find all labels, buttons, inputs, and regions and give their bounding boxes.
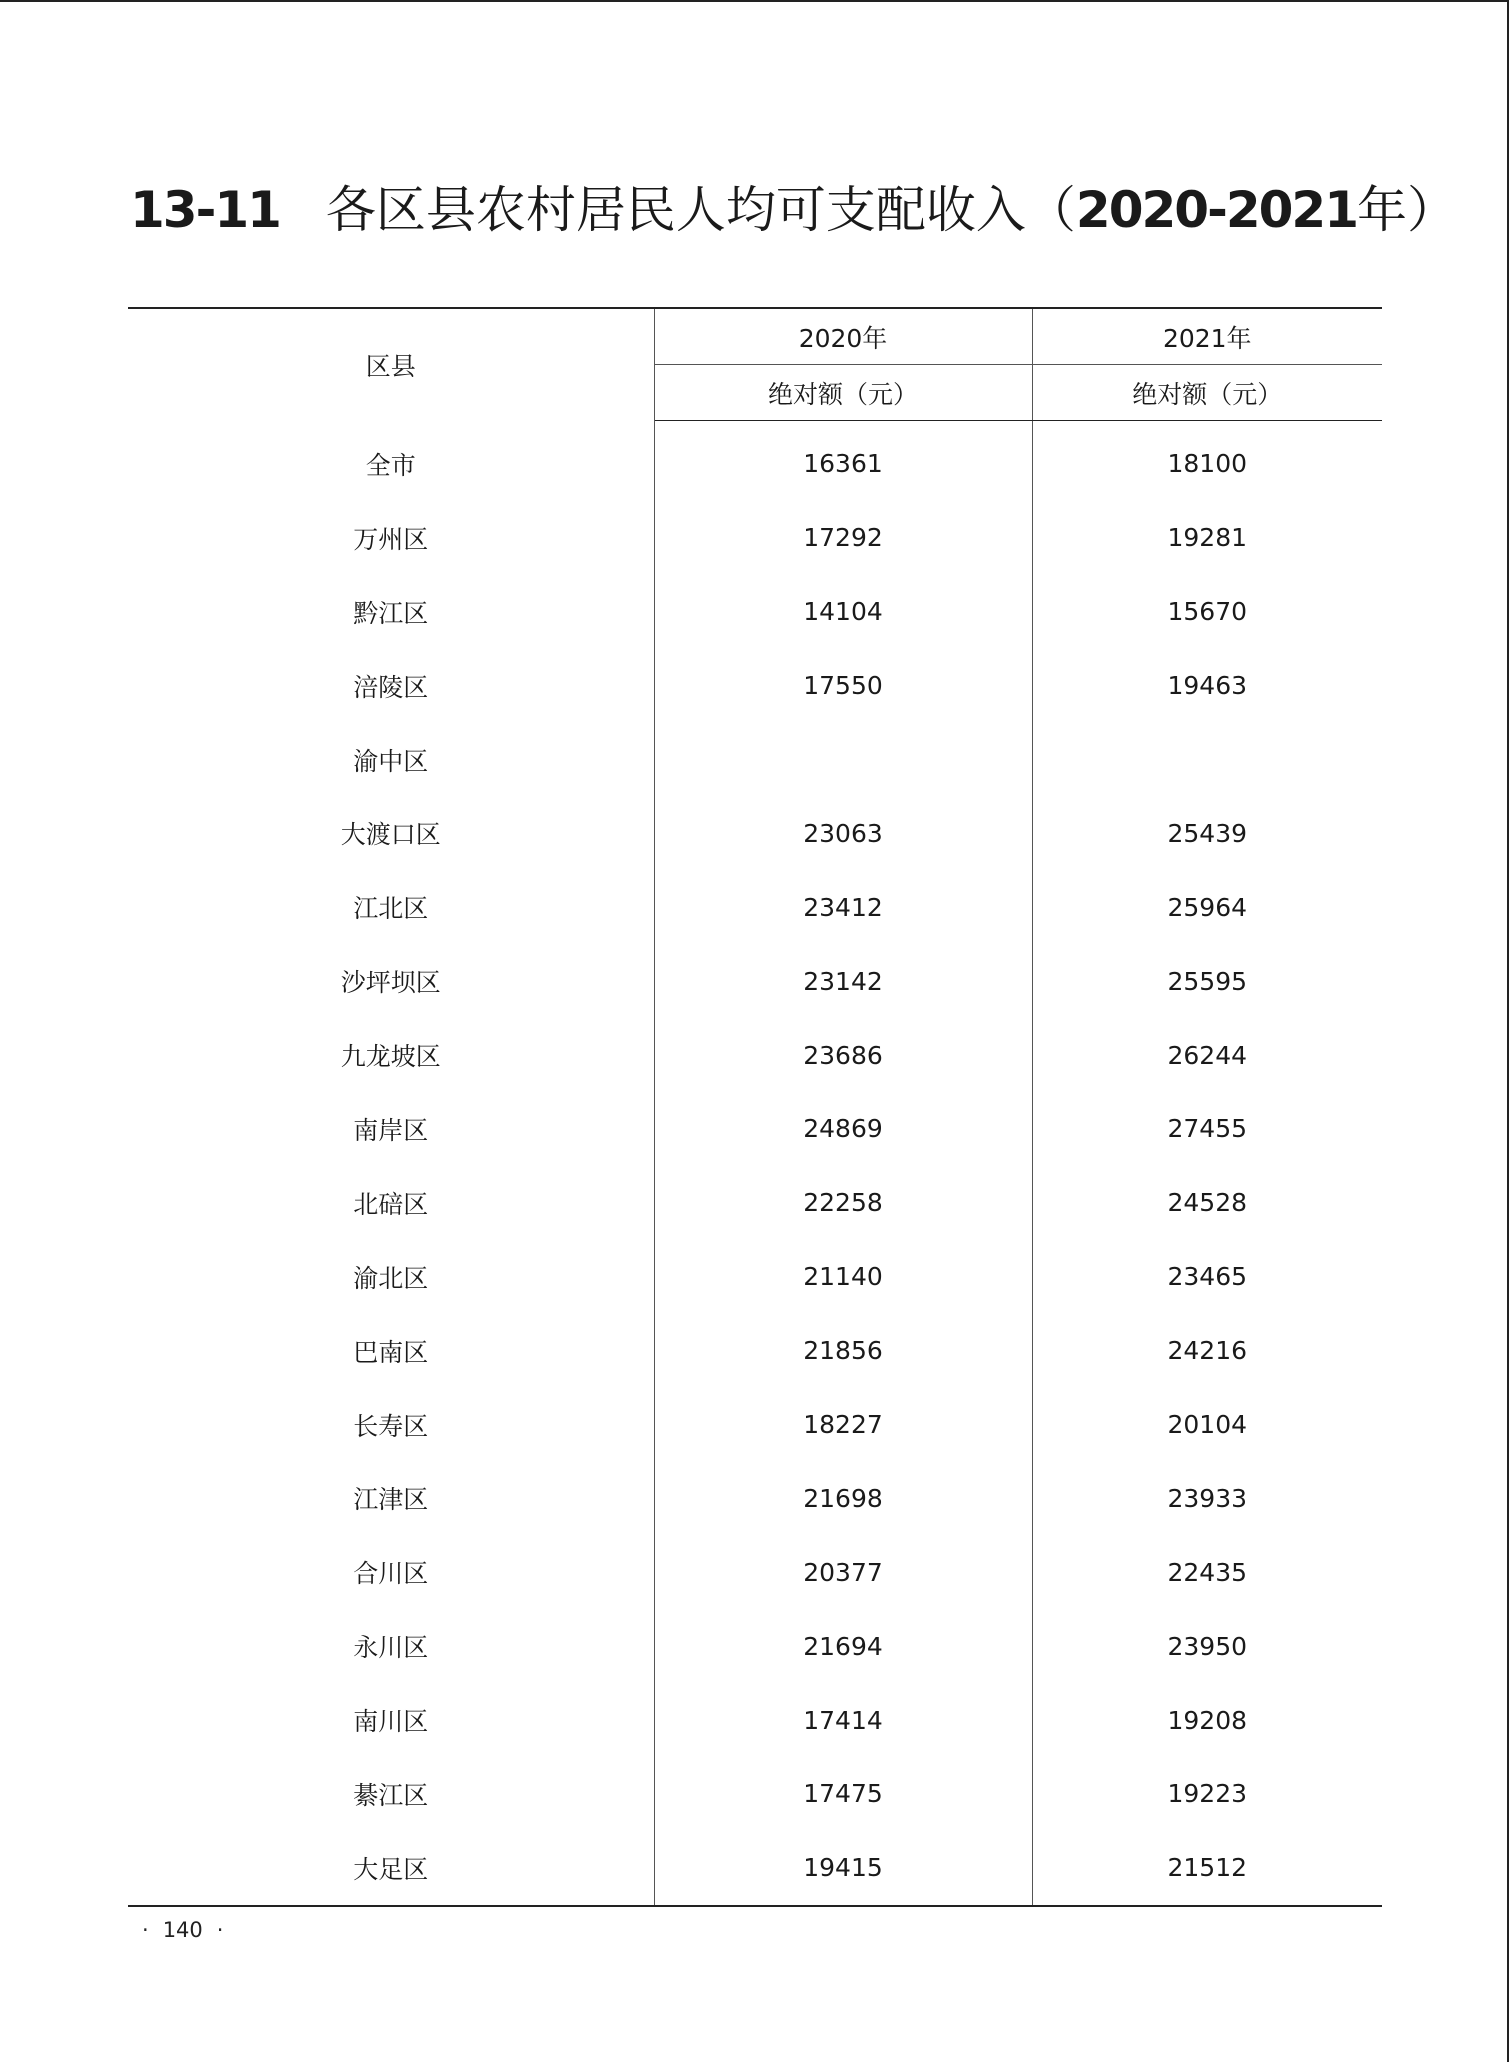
row-region: 綦江区 — [128, 1757, 654, 1831]
page-footer — [128, 1918, 237, 1942]
row-value-2020: 23686 — [654, 1018, 1032, 1092]
row-value-2021: 25595 — [1167, 966, 1248, 996]
table-row — [128, 1757, 1382, 1831]
page-title — [130, 178, 1457, 242]
row-value-2020: 14104 — [654, 575, 1032, 649]
row-region: 南川区 — [128, 1683, 654, 1757]
page-top-border — [0, 0, 1508, 2]
row-value-2021: 19463 — [1167, 671, 1248, 701]
title-text: 各区县农村居民人均可支配收入（ — [325, 181, 1076, 239]
table-row — [128, 1609, 1382, 1683]
row-region: 江津区 — [128, 1461, 654, 1535]
row-value-2020 — [654, 723, 1032, 797]
row-region: 永川区 — [128, 1609, 654, 1683]
table-row — [128, 1166, 1382, 1240]
table-row — [128, 1314, 1382, 1388]
table-row — [128, 1092, 1382, 1166]
row-value-2021: 24216 — [1167, 1336, 1248, 1366]
row-region: 黔江区 — [128, 575, 654, 649]
row-value-2021: 19223 — [1167, 1779, 1248, 1809]
row-region: 万州区 — [128, 501, 654, 575]
header-unit-2020: 绝对额（元） — [654, 365, 1032, 421]
row-value-2020: 17550 — [654, 649, 1032, 723]
row-region: 北碚区 — [128, 1166, 654, 1240]
title-suffix: 年） — [1357, 181, 1457, 239]
row-value-2020: 17475 — [654, 1757, 1032, 1831]
row-region: 南岸区 — [128, 1092, 654, 1166]
row-value-2021: 23933 — [1167, 1483, 1248, 1513]
row-value-2021: 19281 — [1167, 523, 1248, 553]
row-value-2021: 21512 — [1032, 1831, 1382, 1906]
page-dot-left: · — [142, 1918, 149, 1942]
row-value-2020: 18227 — [654, 1388, 1032, 1462]
row-region: 合川区 — [128, 1535, 654, 1609]
row-value-2021: 22435 — [1167, 1557, 1248, 1587]
page-dot-right: · — [216, 1918, 224, 1942]
row-value-2021: 23950 — [1167, 1631, 1248, 1661]
row-value-2021: 26244 — [1167, 1040, 1248, 1070]
row-value-2021: 15670 — [1167, 597, 1248, 627]
table-row — [128, 1683, 1382, 1757]
table-row — [128, 1535, 1382, 1609]
row-value-2021: 18100 — [1167, 449, 1248, 479]
row-region: 巴南区 — [128, 1314, 654, 1388]
table-row — [128, 723, 1382, 797]
row-region: 江北区 — [128, 870, 654, 944]
row-region: 九龙坡区 — [128, 1018, 654, 1092]
table-row — [128, 1240, 1382, 1314]
row-value-2021: 20104 — [1167, 1410, 1248, 1440]
table-row — [128, 501, 1382, 575]
header-year-2021: 2021年 — [1032, 308, 1382, 365]
row-value-2021: 25964 — [1167, 892, 1248, 922]
row-value-2020: 17292 — [654, 501, 1032, 575]
page-number: 140 — [162, 1918, 203, 1942]
row-value-2020: 19415 — [654, 1831, 1032, 1906]
row-value-2021: 25439 — [1167, 818, 1248, 848]
row-region: 渝北区 — [128, 1240, 654, 1314]
table-row — [128, 575, 1382, 649]
row-value-2020: 22258 — [654, 1166, 1032, 1240]
table-row — [128, 1388, 1382, 1462]
row-value-2021: 23465 — [1167, 1262, 1248, 1292]
title-years: 2020-2021 — [1075, 181, 1357, 239]
row-value-2020: 17414 — [654, 1683, 1032, 1757]
row-region: 涪陵区 — [128, 649, 654, 723]
row-value-2020: 24869 — [654, 1092, 1032, 1166]
row-region: 大渡口区 — [128, 796, 654, 870]
row-value-2020: 20377 — [654, 1535, 1032, 1609]
row-value-2021 — [1032, 723, 1382, 797]
row-value-2020: 21698 — [654, 1461, 1032, 1535]
table-row — [128, 649, 1382, 723]
table-row — [128, 870, 1382, 944]
header-region: 区县 — [128, 308, 654, 421]
table-number: 13-11 — [130, 181, 280, 239]
table-row — [128, 796, 1382, 870]
table-row — [128, 1461, 1382, 1535]
row-region: 沙坪坝区 — [128, 944, 654, 1018]
row-region: 长寿区 — [128, 1388, 654, 1462]
row-value-2021: 19208 — [1167, 1705, 1248, 1735]
row-value-2020: 16361 — [654, 421, 1032, 501]
header-year-2020: 2020年 — [654, 308, 1032, 365]
row-value-2020: 21694 — [654, 1609, 1032, 1683]
table-row — [128, 1831, 1382, 1906]
table-row — [128, 421, 1382, 501]
row-value-2021: 24528 — [1167, 1188, 1248, 1218]
row-value-2020: 21856 — [654, 1314, 1032, 1388]
row-value-2020: 23063 — [654, 796, 1032, 870]
row-region: 大足区 — [128, 1831, 654, 1906]
row-value-2020: 21140 — [654, 1240, 1032, 1314]
table-row — [128, 1018, 1382, 1092]
header-unit-2021: 绝对额（元） — [1032, 365, 1382, 421]
row-region: 渝中区 — [128, 723, 654, 797]
row-value-2021: 27455 — [1167, 1114, 1248, 1144]
income-table — [128, 307, 1382, 1907]
row-value-2020: 23412 — [654, 870, 1032, 944]
row-value-2020: 23142 — [654, 944, 1032, 1018]
table-row — [128, 944, 1382, 1018]
row-region: 全市 — [128, 421, 654, 501]
